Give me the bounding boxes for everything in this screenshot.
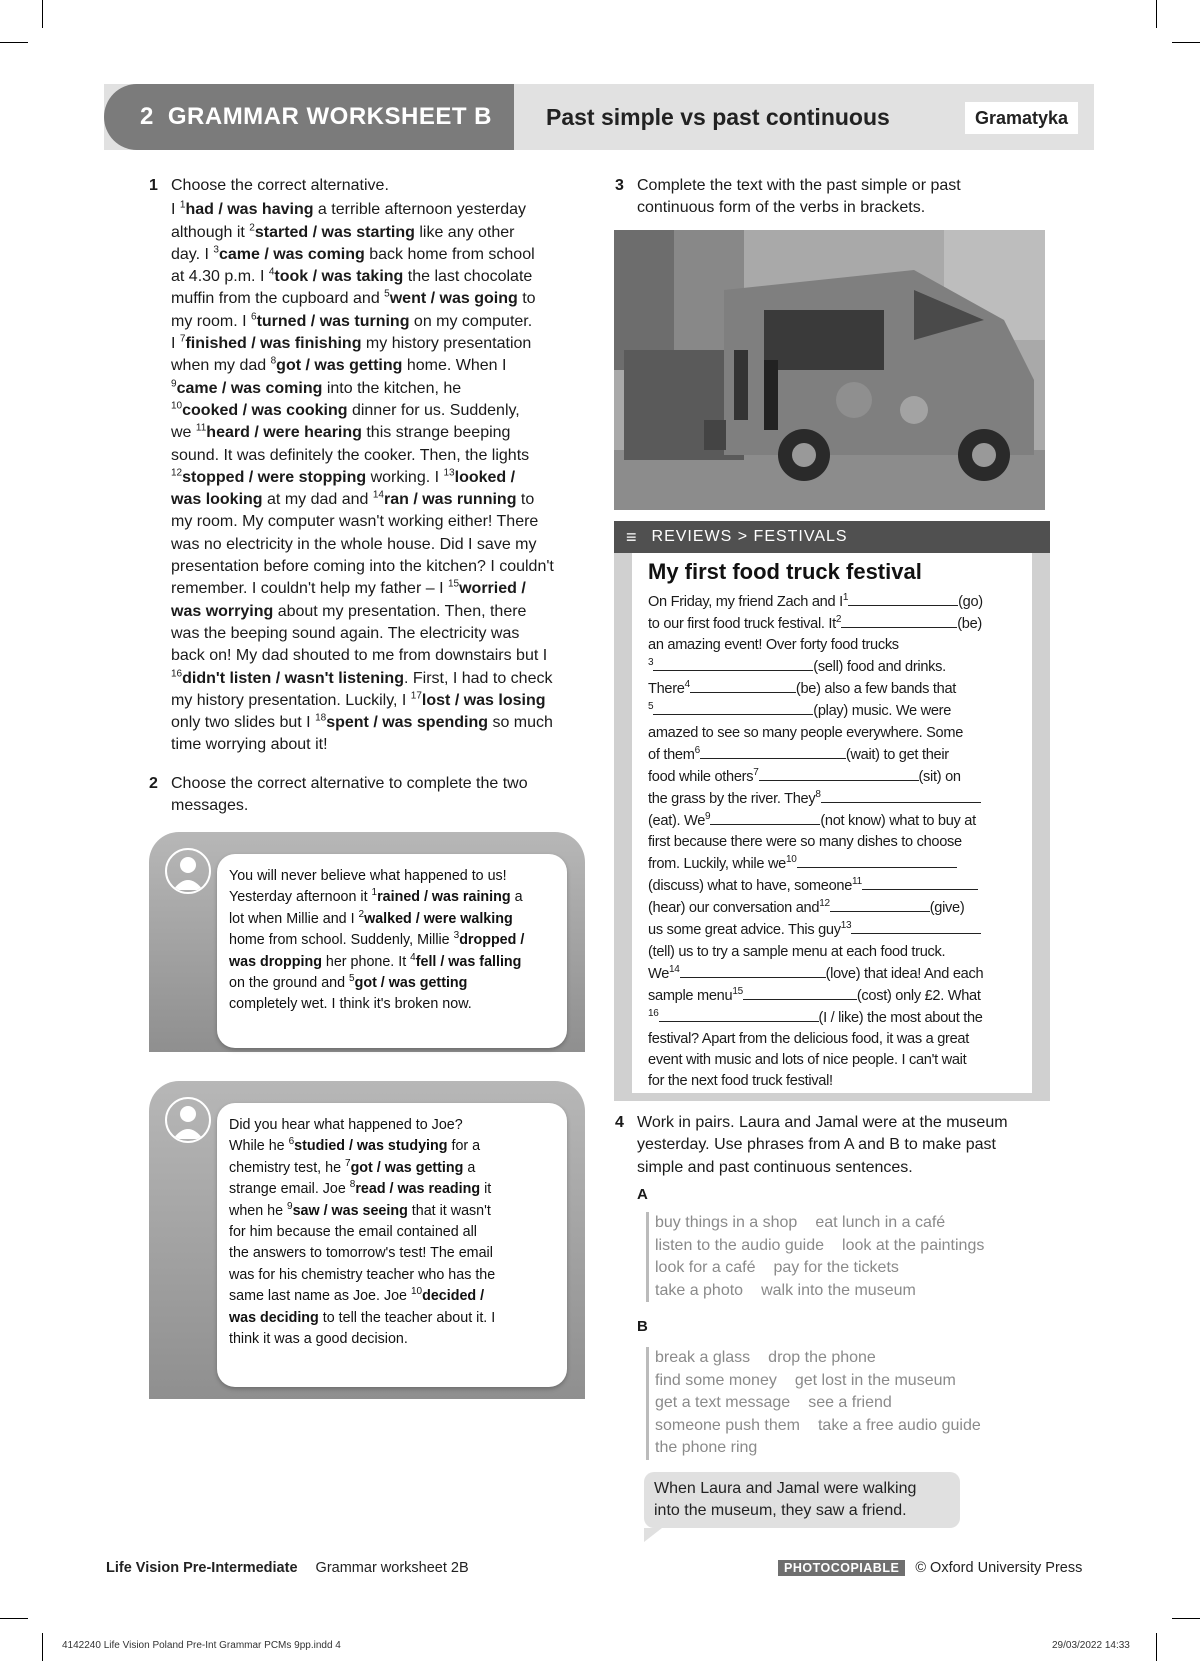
- message-bubble: You will never believe what happened to us! Yesterday afternoon it $^1$rained / was raining a lot when Millie and I $^2$walked / were walking home from school. Suddenly, Millie $^3$dropped / was dropping her phone. It $^4$fell / was falling on the ground and $^5$got / was getting completely wet. I think it's broken now.: [217, 854, 567, 1048]
- phrase-row: [655, 1280, 1002, 1303]
- crop-mark: [42, 1633, 43, 1661]
- print-slug-left: 4142240 Life Vision Poland Pre-Int Grammar PCMs 9pp.indd 4: [62, 1640, 341, 1651]
- phrase-row: [655, 1235, 1002, 1258]
- copyright: © Oxford University Press: [915, 1560, 1083, 1576]
- exercise-number: 2: [149, 775, 158, 792]
- phrase-row: [655, 1370, 999, 1393]
- exercise-1-passage: I $^1$had / was having a terrible afternoon yesterday although it $^2$started / was starting like any other day. I $^3$came / was coming back home from school at 4.30 p.m. I $^4$took / was taking the last chocolate muffin from the cupboard and $^5$went / was going to my room. I $^6$turned / was turning on my computer. I $^7$finished / was finishing my history presentation when my dad $^8$got / was getting home. When I $^9$came / was coming into the kitchen, he $^{10}$cooked / was cooking dinner for us. Suddenly, we $^{11}$heard / were hearing this strange beeping sound. It was definitely the cooker. Then, the lights $^{12}$stopped / were stopping working. I $^{13}$looked / was looking at my dad and $^{14}$ran / was running to my room. My computer wasn't working either! There was no electricity in the whole house. Did I save my presentation before coming into the kitchen? I couldn't remember. I couldn't help my father – I $^{15}$worried / was worrying about my presentation. Then, there was the beeping sound again. The electricity was back on! My dad shouted to me from downstairs but I $^{16}$didn't listen / wasn't listening. First, I had to check my history presentation. Luckily, I $^{17}$lost / was losing only two slides but I $^{18}$spent / was spending so much time worrying about it!: [171, 199, 554, 754]
- crop-mark: [1156, 1633, 1157, 1661]
- crop-mark: [42, 0, 43, 28]
- phrase: the phone ring: [655, 1439, 758, 1456]
- exercise-instruction-line: Choose the correct alternative to complete the two: [171, 775, 528, 792]
- avatar-icon: [165, 1097, 211, 1143]
- exercise-instruction-line: continuous form of the verbs in brackets.: [637, 199, 926, 217]
- phrase-row: [655, 1212, 1002, 1235]
- worksheet-label: [104, 84, 514, 150]
- exercise-instruction-line: simple and past continuous sentences.: [637, 1158, 913, 1176]
- footer-left: [106, 1560, 469, 1576]
- phrase-row: [655, 1437, 999, 1460]
- crop-mark: [1172, 1618, 1200, 1619]
- phrase: walk into the museum: [761, 1281, 916, 1299]
- menu-icon: ≡: [626, 526, 638, 547]
- phrase-list-a: [646, 1212, 1002, 1302]
- phrase-row: [655, 1347, 999, 1370]
- exercise-instruction-line: Complete the text with the past simple or past: [637, 177, 961, 194]
- topic-title: Past simple vs past continuous: [546, 103, 890, 130]
- food-truck-photo: [614, 230, 1045, 510]
- exercise-4: [615, 1112, 1057, 1179]
- exercise-2: [149, 773, 591, 818]
- exercise-instruction-line: Work in pairs. Laura and Jamal were at the museum: [637, 1114, 1008, 1131]
- exercise-number: 1: [149, 177, 158, 194]
- message-panel-2: [149, 1081, 585, 1399]
- crop-mark: [1156, 0, 1157, 28]
- crop-mark: [1172, 42, 1200, 43]
- review-text: On Friday, my friend Zach and $I^1$ (go) to our first food truck festival. It$^2$ (be) an amazing event! Over forty food trucks $^3$ (sell) food and drinks. There$^4$ (be) also a few bands that $^5$ (play) music. We were amazed to see so many people everywhere. Some of them$^6$ (wait) to get their food while others$^7$ (sit) on the grass by the river. They$^8$ (eat). We$^9$ (not know) what to buy at first because there were so many dishes to choose from. Luckily, while $we^{10}$ (discuss) what to have, someone$^{11}$ (hear) our conversation and$^{12}$ (give) us some great advice. This guy$^{13}$ (tell) us to try a sample menu at each food truck. We$^{14}$ (love) that idea! And each sample menu$^{15}$ (cost) only £2. What $^{16}$ (I / like) the most about the festival? Apart from the delicious food, it was a great event with music and lots of nice people. I can't wait for the next food truck festival!: [648, 592, 984, 1090]
- phrase: look for a café: [655, 1259, 756, 1276]
- crop-mark: [0, 42, 28, 43]
- exercise-3: [615, 175, 1057, 220]
- phrase: get lost in the museum: [794, 1371, 956, 1389]
- phrase: get a text message: [655, 1394, 791, 1411]
- example-line: into the museum, they saw a friend.: [654, 1502, 907, 1519]
- review-panel: [614, 521, 1050, 1101]
- phrase: eat lunch in a café: [815, 1214, 946, 1231]
- phrase: take a photo: [655, 1281, 744, 1299]
- phrase: find some money: [655, 1371, 777, 1389]
- exercise-number: 4: [615, 1114, 624, 1131]
- exercise-instruction: Choose the correct alternative.: [171, 177, 389, 194]
- unit-number: 2: [140, 103, 154, 130]
- crop-mark: [0, 1618, 28, 1619]
- phrase-group-label-a: A: [637, 1186, 648, 1203]
- phrase-list-b: [646, 1347, 999, 1460]
- phrase: break a glass: [655, 1349, 751, 1366]
- footer-right: [778, 1560, 1082, 1576]
- phrase-row: [655, 1257, 1002, 1280]
- review-body: [632, 553, 1032, 1093]
- phrase: look at the paintings: [842, 1236, 985, 1254]
- phrase: buy things in a shop: [655, 1214, 798, 1231]
- review-title: My first food truck festival: [648, 559, 922, 584]
- phrase: someone push them: [655, 1416, 800, 1434]
- avatar-icon: [165, 848, 211, 894]
- message-bubble: Did you hear what happened to Joe? While he $^6$studied / was studying for a chemistry test, he $^7$got / was getting a strange email. Joe $^8$read / was reading it when he $^9$saw / was seeing that it wasn't for him because the email contained all the answers to tomorrow's test! The email was for his chemistry teacher who has the same last name as Joe. Joe $^{10}$decided / was deciding to tell the teacher about it. I think it was a good decision.: [217, 1103, 567, 1387]
- review-category: REVIEWS > FESTIVALS: [651, 528, 848, 545]
- worksheet-header: [104, 84, 1094, 150]
- review-category-bar: [614, 521, 1050, 553]
- worksheet-ref: Grammar worksheet 2B: [315, 1560, 469, 1576]
- phrase: drop the phone: [768, 1349, 876, 1366]
- print-slug-right: 29/03/2022 14:33: [1052, 1640, 1130, 1651]
- phrase: take a free audio guide: [817, 1416, 981, 1434]
- phrase: see a friend: [808, 1394, 892, 1411]
- message-panel-1: [149, 832, 585, 1052]
- example-line: When Laura and Jamal were walking: [654, 1480, 917, 1497]
- exercise-1: [149, 175, 591, 757]
- phrase-row: [655, 1415, 999, 1438]
- phrase-group-label-b: B: [637, 1318, 648, 1335]
- exercise-instruction-line: yesterday. Use phrases from A and B to make past: [637, 1136, 996, 1154]
- photocopiable-badge: PHOTOCOPIABLE: [778, 1560, 905, 1576]
- section-badge: Gramatyka: [965, 102, 1078, 134]
- exercise-number: 3: [615, 177, 624, 194]
- phrase: listen to the audio guide: [655, 1236, 825, 1254]
- book-title: Life Vision Pre-Intermediate: [106, 1560, 298, 1576]
- phrase: pay for the tickets: [773, 1259, 899, 1276]
- worksheet-title: GRAMMAR WORKSHEET B: [167, 103, 493, 130]
- exercise-instruction-line: messages.: [171, 797, 249, 815]
- example-sentence-bubble: [644, 1472, 960, 1528]
- phrase-row: [655, 1392, 999, 1415]
